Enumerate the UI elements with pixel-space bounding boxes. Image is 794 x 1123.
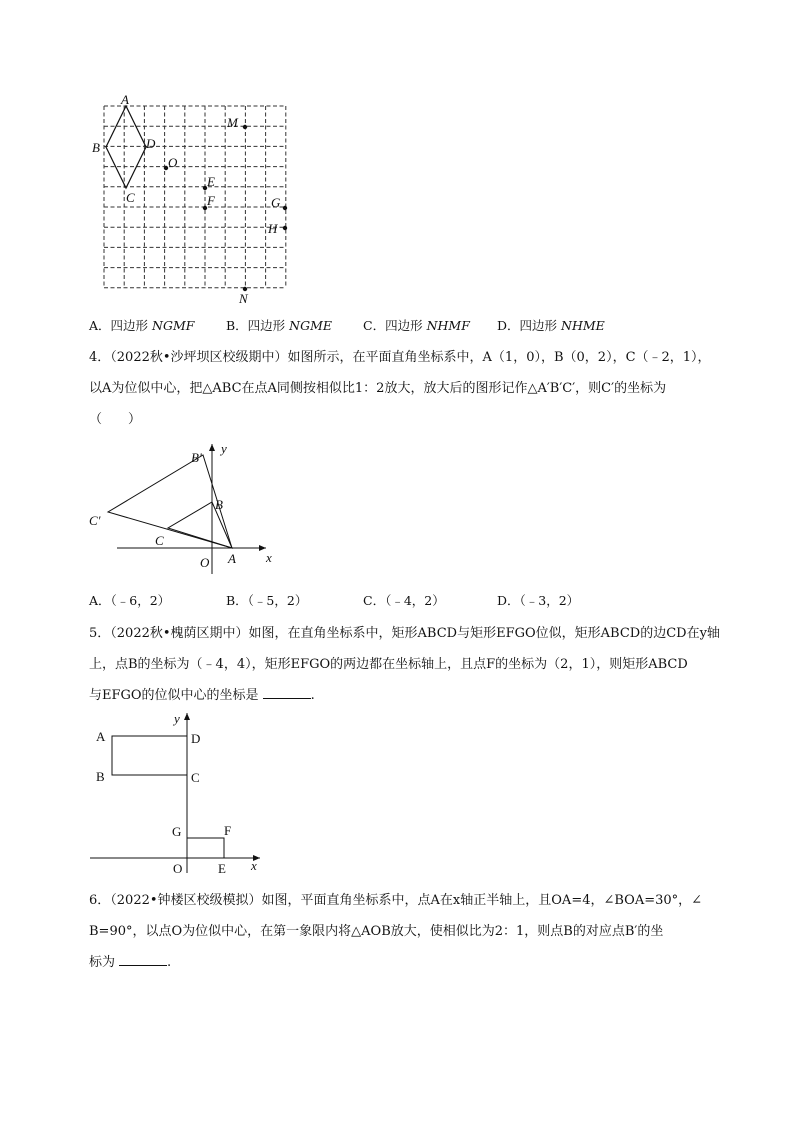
q3-option-b[interactable] bbox=[226, 316, 332, 334]
triangle-abc-prime bbox=[108, 455, 232, 548]
q5-label-g: G bbox=[172, 824, 182, 839]
q5-label-f: F bbox=[224, 823, 232, 838]
label-g: G bbox=[271, 195, 281, 210]
q5-text-3-end: . bbox=[310, 688, 315, 703]
q3-option-c-label: C．四边形 bbox=[363, 318, 423, 333]
q4-label-bp: B′ bbox=[191, 450, 202, 465]
label-e: E bbox=[207, 174, 215, 189]
q4-figure bbox=[80, 438, 290, 574]
rhombus-abcd bbox=[106, 106, 146, 188]
q3-option-a-label: A．四边形 bbox=[89, 318, 149, 333]
q4-source: （2022秋•沙坪坝区校级期中） bbox=[110, 350, 288, 365]
q4-label-c: C bbox=[155, 533, 164, 548]
q6-line-2: B=90°，以点O为位似中心，在第一象限内将△AOB放大，使相似比为2：1，则点B的对应点B′的坐 bbox=[89, 924, 664, 939]
q4-label-x: x bbox=[266, 550, 272, 565]
point-h bbox=[283, 226, 287, 230]
q3-grid-figure bbox=[80, 88, 310, 310]
q4-option-b[interactable]: B．（﹣5，2） bbox=[226, 593, 308, 608]
q6-answer-blank[interactable] bbox=[119, 953, 167, 966]
q5-line-1 bbox=[89, 622, 720, 641]
rectangle-abcd bbox=[112, 736, 187, 775]
q4-option-d[interactable]: D．（﹣3，2） bbox=[497, 593, 580, 608]
q4-line-2: 以A为位似中心，把△ABC在点A同侧按相似比1：2放大，放大后的图形记作△A′B′C′，则C′的坐标为 bbox=[89, 381, 667, 396]
q5-figure bbox=[85, 708, 270, 878]
q6-line-3 bbox=[89, 951, 171, 970]
q4-option-a[interactable]: A．（﹣6，2） bbox=[89, 593, 171, 608]
q6-text-3-end: . bbox=[167, 955, 172, 970]
q4-option-c[interactable]: C．（﹣4，2） bbox=[363, 593, 445, 608]
label-b: B bbox=[92, 140, 100, 155]
label-f: F bbox=[207, 193, 215, 208]
q6-source: （2022•钟楼区校级模拟） bbox=[110, 893, 262, 908]
q4-label-y: y bbox=[221, 441, 227, 456]
q4-label-cp: C′ bbox=[89, 513, 101, 528]
q4-label-o: O bbox=[200, 555, 210, 570]
q6-line-1 bbox=[89, 889, 702, 908]
q4-line-1 bbox=[89, 346, 711, 365]
q6-number: 6． bbox=[89, 893, 111, 908]
q3-option-b-math: NGME bbox=[289, 318, 333, 333]
q5-number: 5． bbox=[89, 626, 111, 641]
q3-option-d-math: NHME bbox=[561, 318, 605, 333]
q3-option-a[interactable] bbox=[89, 316, 194, 334]
q5-text-3: 与EFGO的位似中心的坐标是 bbox=[89, 688, 259, 703]
q5-label-y: y bbox=[174, 711, 180, 726]
label-c: C bbox=[126, 190, 135, 205]
q3-option-c[interactable] bbox=[363, 316, 470, 334]
label-d: D bbox=[146, 136, 156, 151]
q5-line-2: 上，点B的坐标为（﹣4，4），矩形EFGO的两边都在坐标轴上，且点F的坐标为（2，1），则矩形ABCD bbox=[89, 657, 688, 672]
q5-source: （2022秋•槐荫区期中） bbox=[110, 626, 249, 641]
q3-option-b-label: B．四边形 bbox=[226, 318, 286, 333]
label-m: M bbox=[227, 115, 238, 130]
q4-label-b: B bbox=[215, 497, 223, 512]
point-g bbox=[283, 206, 287, 210]
point-m bbox=[243, 125, 247, 129]
q5-label-a: A bbox=[96, 729, 106, 744]
q5-line-3 bbox=[89, 684, 315, 703]
q3-option-a-math: NGMF bbox=[152, 318, 195, 333]
q5-label-c: C bbox=[191, 770, 200, 785]
q3-option-d-label: D．四边形 bbox=[497, 318, 558, 333]
label-o: O bbox=[168, 155, 178, 170]
q5-label-b: B bbox=[96, 769, 105, 784]
q6-text-3: 标为 bbox=[89, 955, 116, 970]
q3-option-c-math: NHMF bbox=[426, 318, 470, 333]
label-h: H bbox=[268, 221, 278, 236]
q3-option-d[interactable] bbox=[497, 316, 605, 334]
label-n: N bbox=[239, 291, 248, 306]
q5-answer-blank[interactable] bbox=[263, 686, 311, 699]
rectangle-efgo bbox=[187, 838, 224, 858]
q5-text-1: 如图，在直角坐标系中，矩形ABCD与矩形EFGO位似，矩形ABCD的边CD在y轴 bbox=[248, 626, 720, 641]
q6-text-1: 如图，平面直角坐标系中，点A在x轴正半轴上，且OA=4，∠BOA=30°，∠ bbox=[261, 893, 703, 908]
q5-label-x: x bbox=[251, 858, 257, 873]
q5-label-e: E bbox=[218, 861, 226, 876]
label-a: A bbox=[121, 92, 129, 107]
q5-label-o: O bbox=[173, 861, 183, 876]
q4-line-3: （ ） bbox=[89, 412, 142, 427]
q4-number: 4． bbox=[89, 350, 111, 365]
q4-text-1: 如图所示，在平面直角坐标系中，A（1，0），B（0，2），C（﹣2，1）， bbox=[287, 350, 711, 365]
q5-label-d: D bbox=[191, 731, 201, 746]
q4-label-a: A bbox=[228, 551, 236, 566]
